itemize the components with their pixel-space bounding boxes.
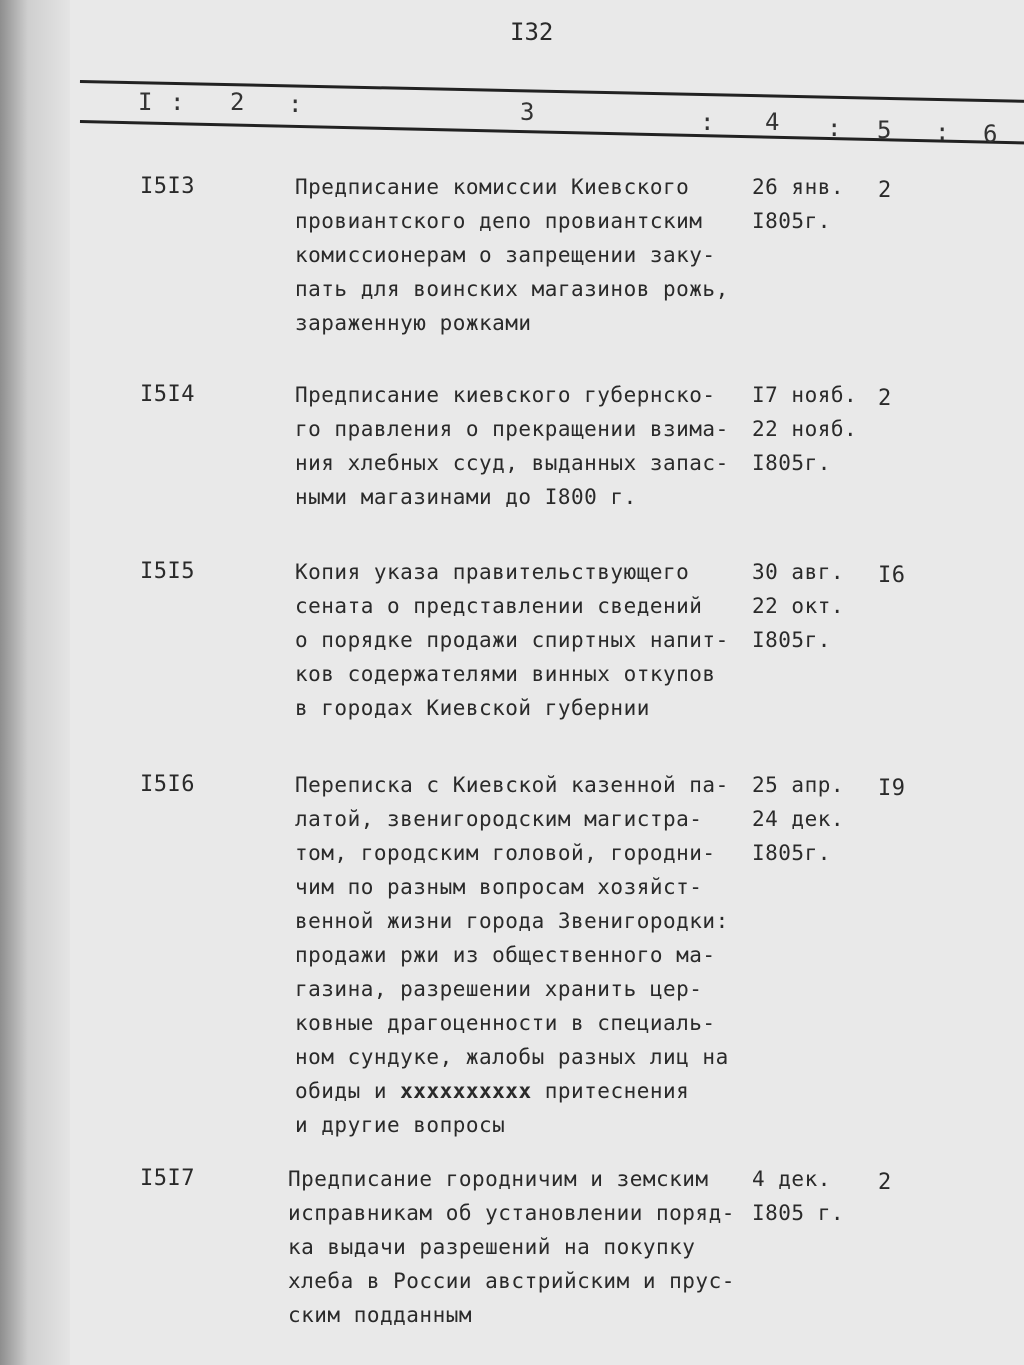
col-6: 6 (983, 120, 998, 148)
entry-dates (752, 378, 857, 480)
entry-dates (752, 768, 844, 870)
sheet-count: I9 (878, 776, 906, 801)
entry-number: I5I6 (140, 772, 195, 797)
col-sep: : (700, 108, 715, 136)
description-line: провиантского депо провиантским (295, 209, 703, 233)
col-sep: : (288, 90, 303, 118)
page-edge-shadow (0, 0, 70, 1365)
description-line: Предписание городничим и земским (288, 1167, 709, 1191)
description-line: продажи ржи из общественного ма- (295, 943, 716, 967)
entry-description (295, 378, 729, 514)
col-sep: : (827, 114, 842, 142)
description-line (295, 1074, 729, 1108)
sheet-count: 2 (878, 1170, 892, 1195)
text-fragment: притеснения (531, 1079, 690, 1103)
entry-description (295, 768, 729, 1142)
date-line: I805г. (752, 841, 831, 865)
description-line: пать для воинских магазинов рожь, (295, 277, 729, 301)
entry-number: I5I4 (140, 382, 195, 407)
date-line: I805г. (752, 628, 831, 652)
description-line: ка выдачи разрешений на покупку (288, 1235, 696, 1259)
description-line: сената о представлении сведений (295, 594, 703, 618)
entry-number: I5I3 (140, 174, 195, 199)
description-line: газина, разрешении хранить цер- (295, 977, 703, 1001)
description-line: зараженную рожками (295, 311, 532, 335)
entry-dates (752, 1162, 844, 1230)
date-line: I805г. (752, 209, 831, 233)
description-line: ния хлебных ссуд, выданных запас- (295, 451, 729, 475)
description-line: ковные драгоценности в специаль- (295, 1011, 716, 1035)
description-line: в городах Киевской губернии (295, 696, 650, 720)
description-line: венной жизни города Звенигородки: (295, 909, 729, 933)
date-line: 25 апр. (752, 773, 845, 797)
entry-description (295, 555, 729, 725)
entry-number: I5I7 (140, 1166, 195, 1191)
description-line: ными магазинами до I800 г. (295, 485, 637, 509)
entry-dates (752, 170, 844, 238)
description-line: ским подданным (288, 1303, 473, 1327)
date-line: 22 нояб. (752, 417, 858, 441)
col-2: 2 (230, 88, 245, 116)
date-line: I805 г. (752, 1201, 845, 1225)
entry-description (295, 170, 729, 340)
description-line: о порядке продажи спиртных напит- (295, 628, 729, 652)
description-line: исправникам об установлении поряд- (288, 1201, 735, 1225)
col-4: 4 (765, 108, 780, 136)
sheet-count: 2 (878, 386, 892, 411)
header-top-rule (80, 80, 1024, 103)
col-1: I (138, 88, 153, 116)
entry-dates (752, 555, 844, 657)
description-line: ном сундуке, жалобы разных лиц на (295, 1045, 729, 1069)
description-line: Переписка с Киевской казенной па- (295, 773, 729, 797)
description-line: Копия указа правительствующего (295, 560, 690, 584)
description-line: го правления о прекращении взима- (295, 417, 729, 441)
date-line: 24 дек. (752, 807, 845, 831)
date-line: 4 дек. (752, 1167, 831, 1191)
description-line: и другие вопросы (295, 1113, 506, 1137)
description-line: том, городским головой, городни- (295, 841, 716, 865)
struck-out-text: xxxxxxxxxx (400, 1079, 532, 1103)
description-line: ков содержателями винных откупов (295, 662, 716, 686)
col-3: 3 (520, 98, 535, 126)
description-line: латой, звенигородским магистра- (295, 807, 703, 831)
sheet-count: 2 (878, 178, 892, 203)
date-line: 30 авг. (752, 560, 845, 584)
date-line: 22 окт. (752, 594, 845, 618)
description-line: чим по разным вопросам хозяйст- (295, 875, 703, 899)
col-sep: : (170, 88, 185, 116)
page-number: I32 (510, 18, 554, 46)
description-line: комиссионерам о запрещении заку- (295, 243, 716, 267)
description-line: Предписание киевского губернско- (295, 383, 716, 407)
entry-number: I5I5 (140, 559, 195, 584)
entry-description (288, 1162, 735, 1332)
col-5: 5 (877, 116, 892, 144)
sheet-count: I6 (878, 563, 906, 588)
description-line: Предписание комиссии Киевского (295, 175, 690, 199)
description-line: хлеба в России австрийским и прус- (288, 1269, 735, 1293)
col-sep: : (935, 118, 950, 146)
date-line: 26 янв. (752, 175, 845, 199)
date-line: I805г. (752, 451, 831, 475)
date-line: I7 нояб. (752, 383, 858, 407)
text-fragment: обиды и (295, 1079, 401, 1103)
